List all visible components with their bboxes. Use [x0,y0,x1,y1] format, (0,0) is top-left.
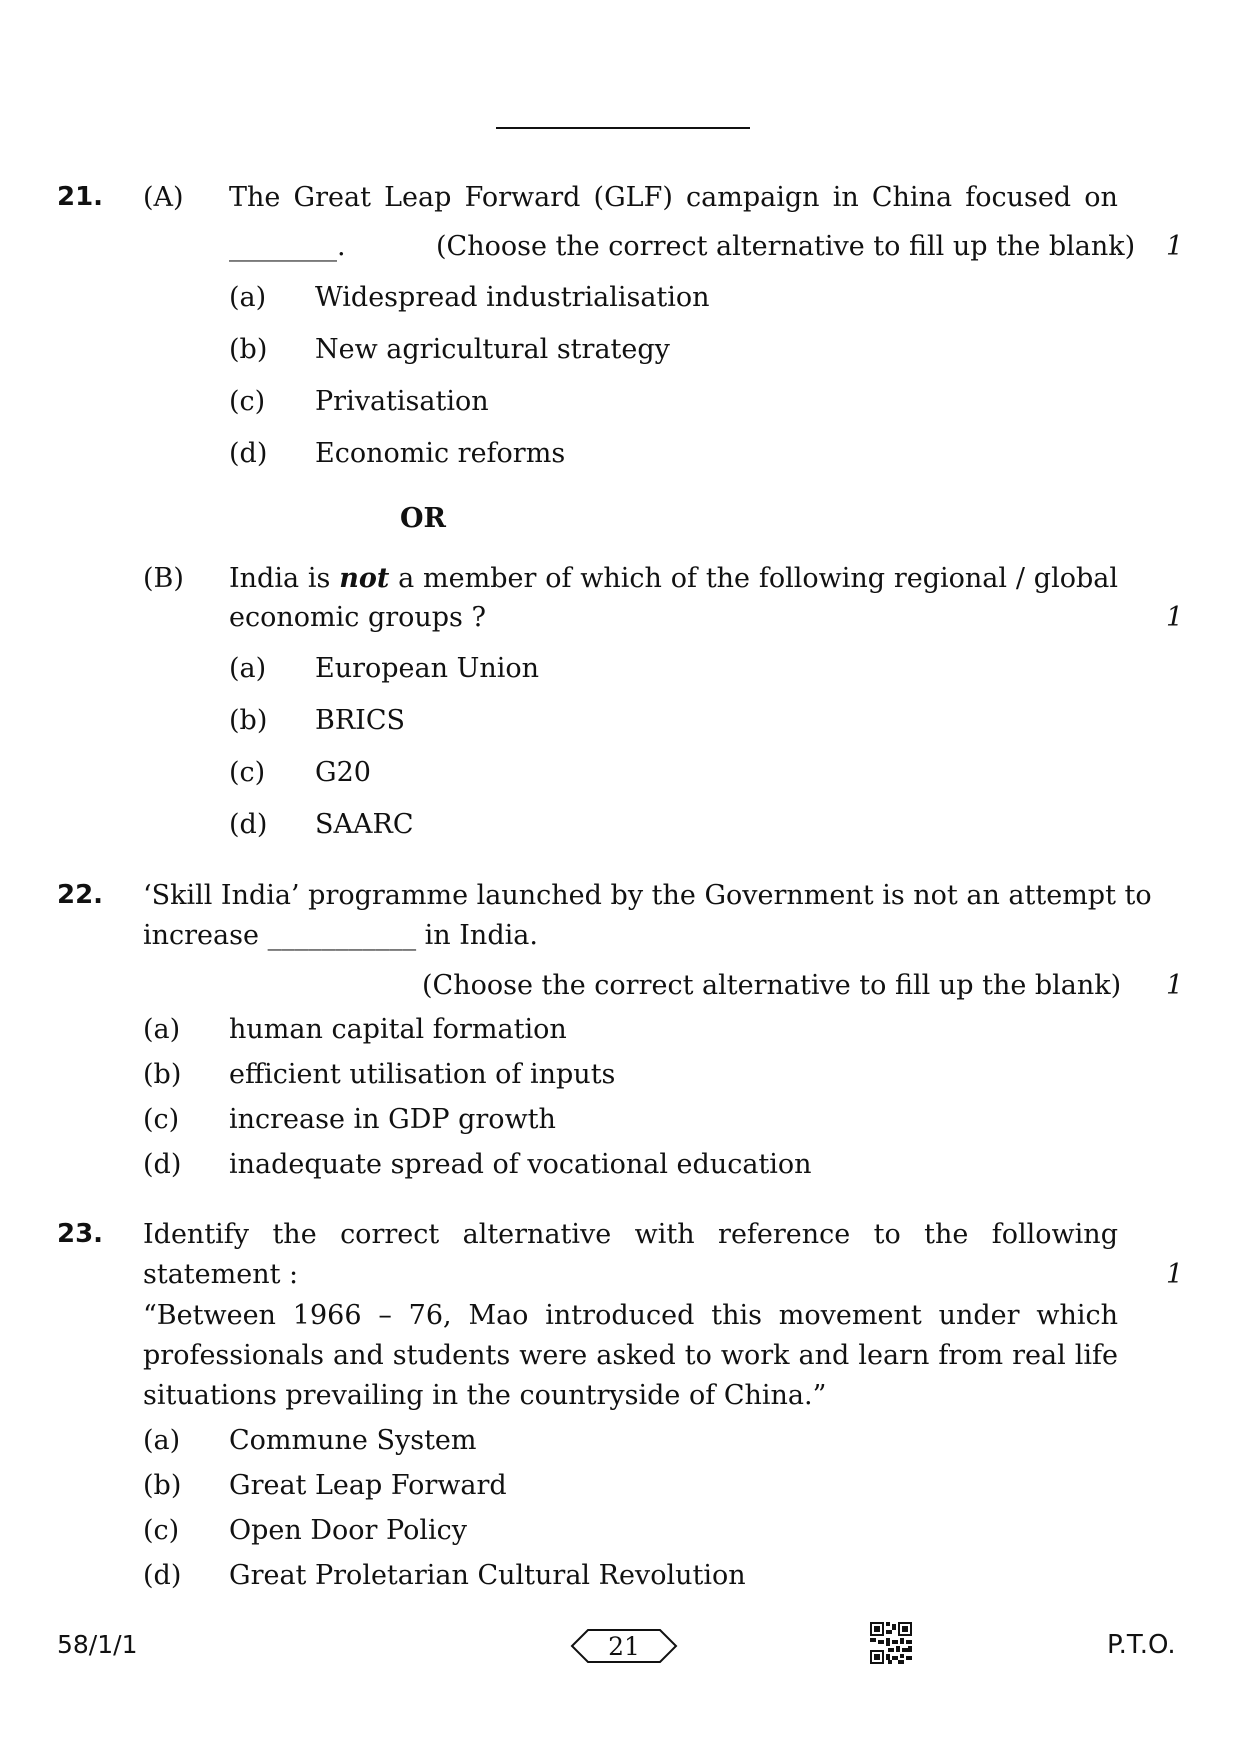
option-text: Great Leap Forward [229,1470,507,1501]
option-label: (a) [229,653,267,684]
top-divider [496,127,750,129]
question-text-line: increase ___________ in India. [143,920,538,951]
option-text: Economic reforms [315,438,566,469]
or-separator: OR [400,503,446,534]
pto-label: P.T.O. [1107,1630,1176,1660]
part-label: (B) [143,563,184,594]
question-text-line: economic groups ? [229,602,486,633]
marks-value: 1 [1166,1259,1184,1290]
option-text: New agricultural strategy [315,334,670,365]
part-label: (A) [143,182,184,213]
option-text: SAARC [315,809,414,840]
marks-value: 1 [1166,970,1184,1001]
option-label: (b) [229,334,268,365]
option-label: (c) [229,386,266,417]
instruction-text: (Choose the correct alternative to fill up the blank) [422,970,1122,1001]
question-text-line: Identify the correct alternative with reference to the following [143,1219,1118,1250]
fill-blank: ________. [229,231,346,262]
option-text: Commune System [229,1425,477,1456]
option-label: (b) [143,1470,182,1501]
question-number: 21. [57,182,104,212]
option-label: (d) [143,1560,182,1591]
question-text-line: The Great Leap Forward (GLF) campaign in China focused on [229,182,1118,213]
option-text: Widespread industrialisation [315,282,710,313]
qr-code-icon [870,1622,912,1664]
option-label: (a) [229,282,267,313]
instruction-text: (Choose the correct alternative to fill up the blank) [436,231,1136,262]
option-label: (b) [143,1059,182,1090]
option-text: BRICS [315,705,405,736]
option-label: (d) [229,438,268,469]
option-text: Open Door Policy [229,1515,467,1546]
paper-code: 58/1/1 [57,1630,138,1659]
quote-line: situations prevailing in the countryside of China.” [143,1380,827,1411]
option-label: (c) [143,1515,180,1546]
option-label: (d) [143,1149,182,1180]
question-text-line: India is not a member of which of the following regional / global [229,563,1118,594]
option-text: Privatisation [315,386,489,417]
option-label: (c) [229,757,266,788]
quote-line: “Between 1966 – 76, Mao introduced this movement under which [143,1300,1119,1331]
question-number: 23. [57,1219,104,1249]
option-text: increase in GDP growth [229,1104,556,1135]
option-text: human capital formation [229,1014,567,1045]
option-label: (c) [143,1104,180,1135]
question-text-line: ‘Skill India’ programme launched by the Government is not an attempt to [143,880,1152,911]
option-label: (d) [229,809,268,840]
question-number: 22. [57,880,104,910]
option-label: (b) [229,705,268,736]
option-label: (a) [143,1425,181,1456]
marks-value: 1 [1166,231,1184,262]
question-text-line: statement : [143,1259,299,1290]
option-text: Great Proletarian Cultural Revolution [229,1560,746,1591]
option-text: inadequate spread of vocational education [229,1149,812,1180]
option-text: efficient utilisation of inputs [229,1059,616,1090]
option-text: European Union [315,653,540,684]
page-number-badge [570,1626,678,1666]
marks-value: 1 [1166,602,1184,633]
quote-line: professionals and students were asked to work and learn from real life [143,1340,1118,1371]
option-label: (a) [143,1014,181,1045]
page-number: 21 [608,1632,640,1661]
option-text: G20 [315,757,371,788]
